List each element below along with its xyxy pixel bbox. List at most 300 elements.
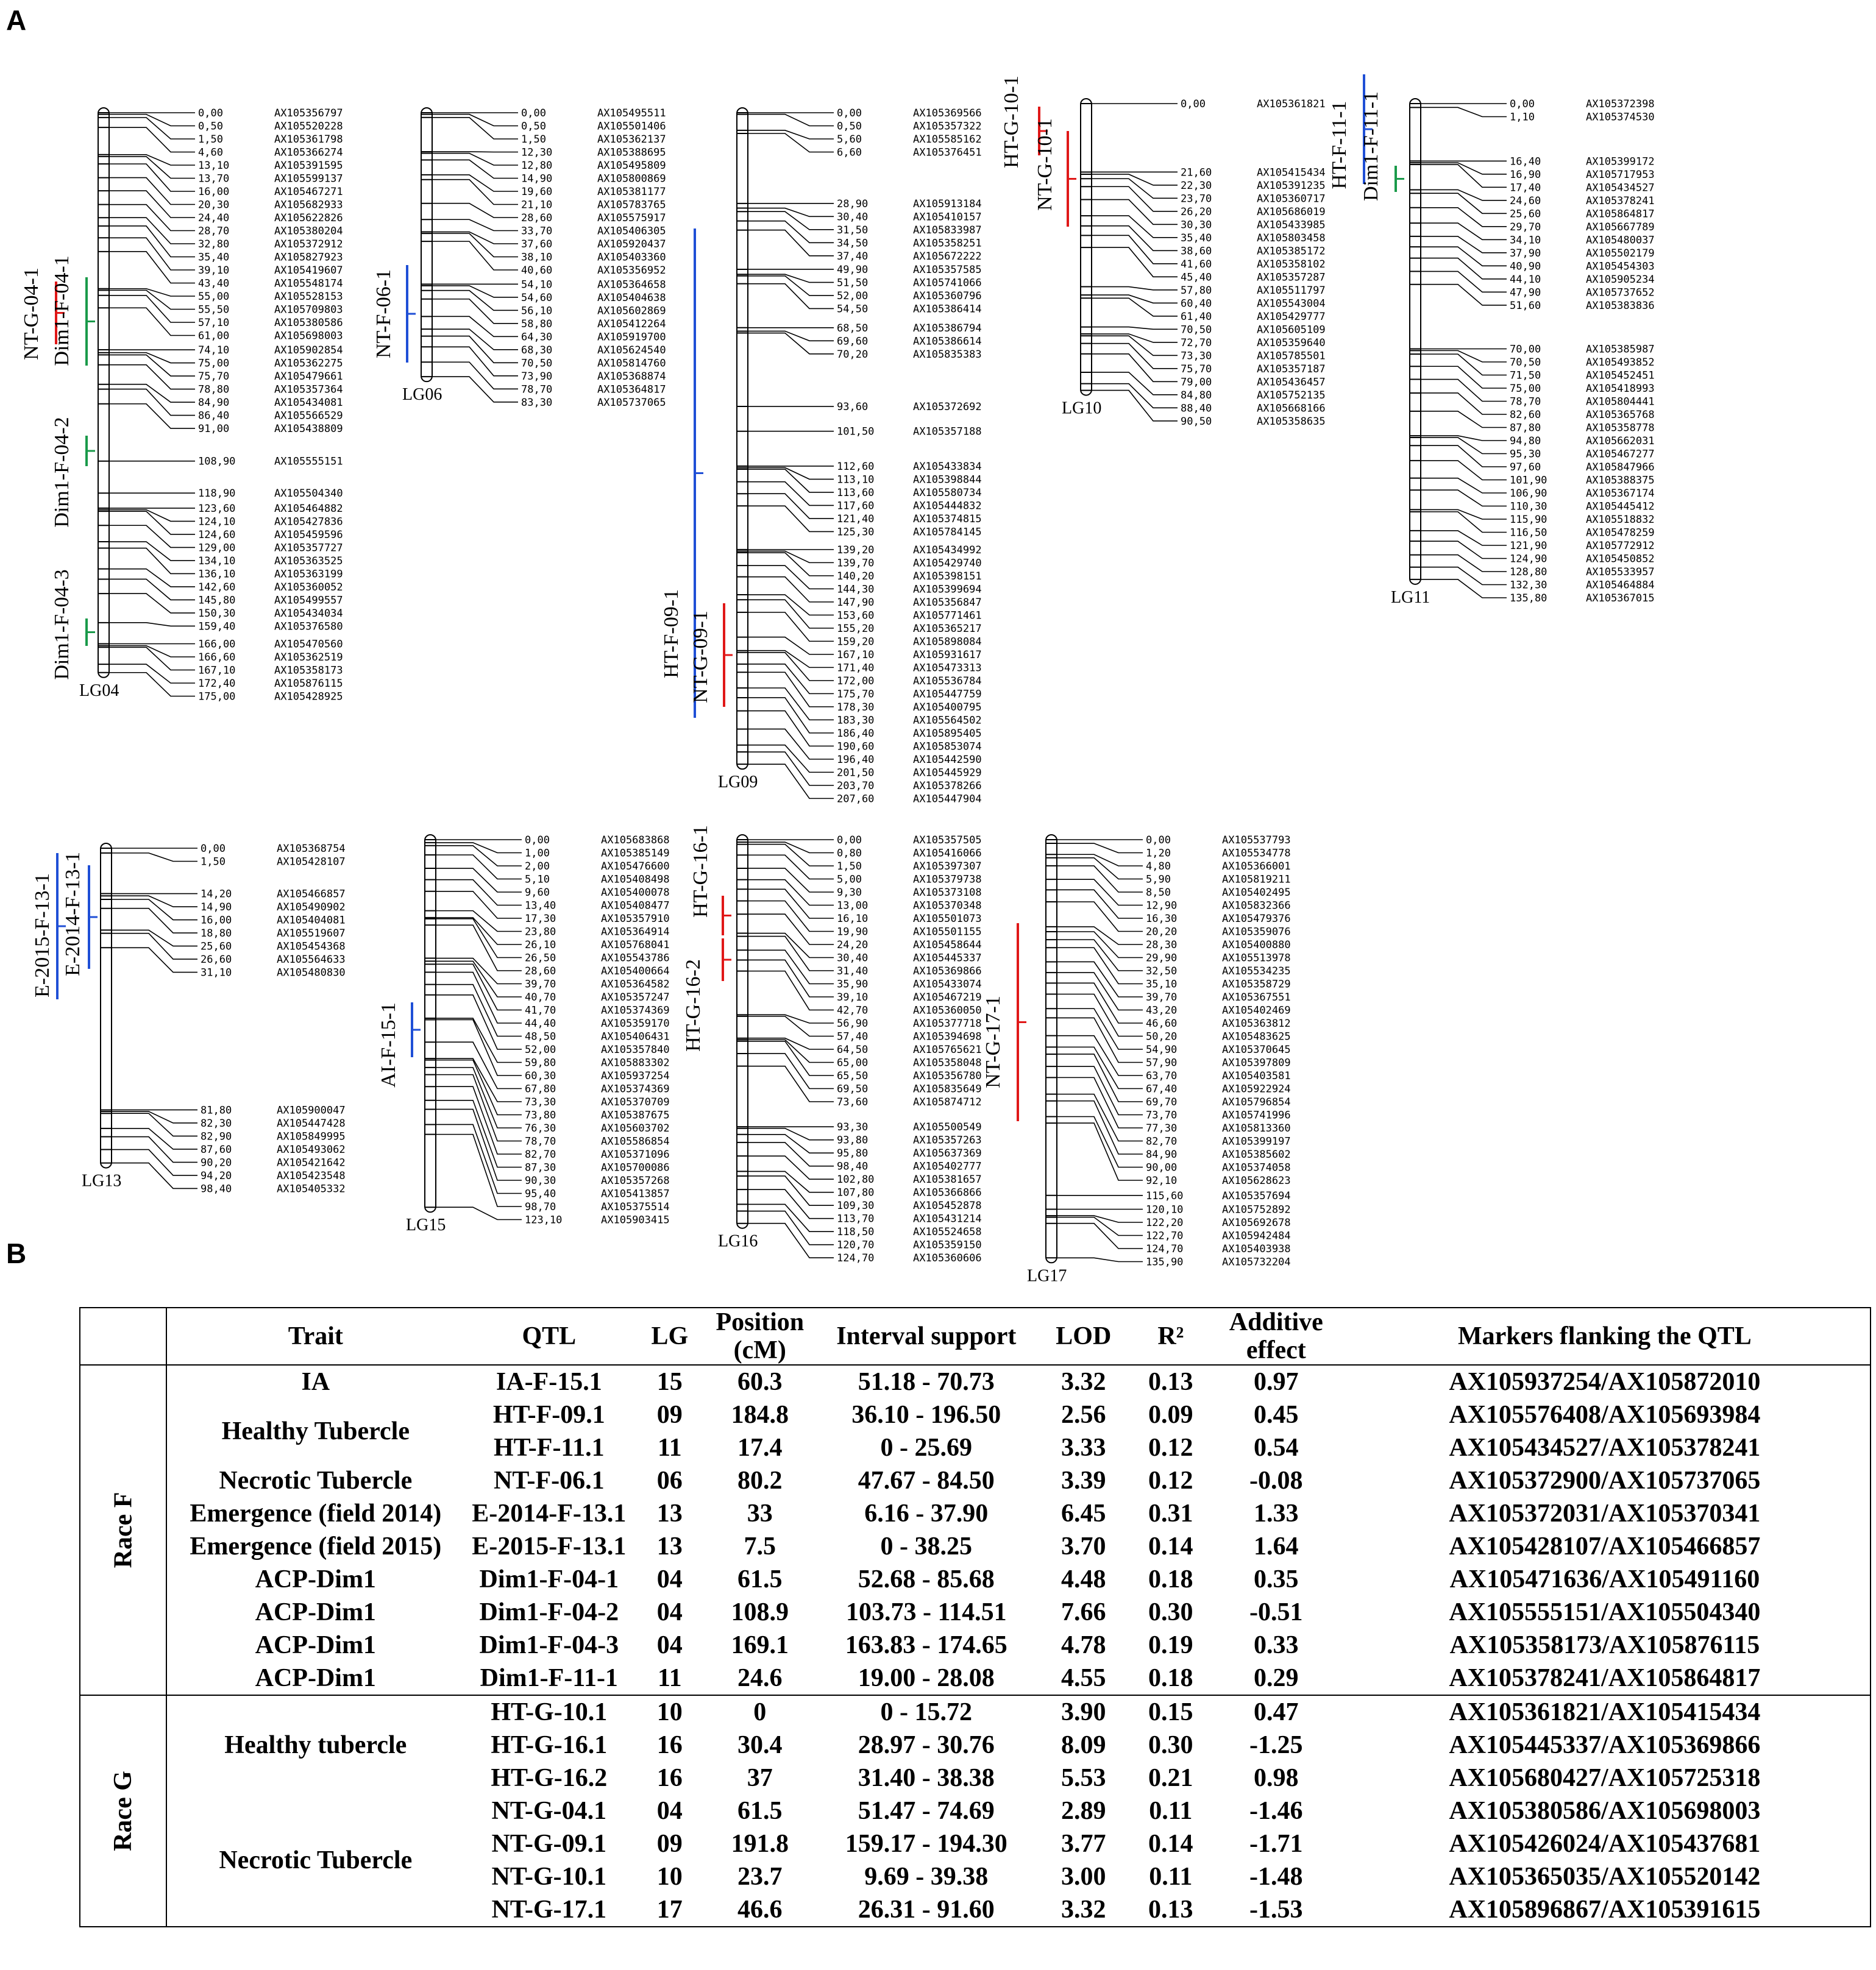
lg06-connector: [432, 115, 518, 126]
lg09-connector: [748, 600, 834, 628]
lg15-connector: [436, 1018, 522, 1062]
lg15-marker-label: AX105413857: [601, 1188, 670, 1200]
lg17-position-label: 73,70: [1146, 1109, 1178, 1122]
lg15-position-label: 123,10: [525, 1214, 563, 1227]
lg16-connector: [748, 842, 834, 852]
lg06-connector: [432, 291, 518, 311]
lg09-marker-label: AX105357188: [913, 425, 982, 438]
lg09-position-label: 139,20: [837, 544, 875, 556]
table-row: [80, 1563, 1871, 1596]
lg04-position-label: 84,90: [198, 397, 230, 409]
lg16-position-label: 35,90: [837, 978, 869, 991]
lg17-marker-label: AX105385602: [1222, 1149, 1291, 1161]
cell-lg: 09: [656, 1830, 683, 1858]
lg17-position-label: 43,20: [1146, 1004, 1178, 1017]
lg17-connector: [1057, 983, 1143, 1023]
lg06-position-label: 40,60: [521, 264, 553, 277]
cell-qtl: HT-G-16.1: [491, 1731, 608, 1759]
lg04-marker-label: AX105434034: [274, 607, 343, 620]
lg17-marker-label: AX105832366: [1222, 899, 1291, 912]
lg16-marker-label: AX105501073: [913, 913, 982, 925]
lg16-position-label: 1,50: [837, 860, 862, 873]
lg13-position-label: 0,00: [201, 843, 226, 855]
lg09-position-label: 31,50: [837, 224, 869, 236]
lg16-connector: [748, 1224, 834, 1258]
lg15-connector: [436, 1135, 522, 1206]
lg17-marker-label: AX105922924: [1222, 1083, 1291, 1096]
lg16-position-label: 57,40: [837, 1030, 869, 1043]
lg11-connector: [1421, 461, 1507, 480]
lg04-marker-label: AX105827923: [274, 251, 343, 264]
cell-r2: 0.12: [1148, 1467, 1193, 1495]
cell-lod: 3.39: [1061, 1467, 1106, 1495]
race-header: [80, 1308, 166, 1365]
lg09-position-label: 69,60: [837, 335, 869, 348]
lg15-position-label: 1,00: [525, 847, 550, 860]
lg16-position-label: 56,90: [837, 1018, 869, 1030]
lg04-marker-label: AX105438809: [274, 423, 343, 436]
lg16-marker-label: AX105524658: [913, 1226, 982, 1239]
lg04-marker-label: AX105380586: [274, 317, 343, 329]
lg17-marker-label: AX105366001: [1222, 860, 1291, 873]
lg04-position-label: 32,80: [198, 238, 230, 250]
lg10-marker-label: AX105511797: [1257, 284, 1326, 297]
lg17-position-label: 8,50: [1146, 887, 1171, 899]
lg17-position-label: 35,10: [1146, 978, 1178, 991]
lg17-position-label: 5,90: [1146, 873, 1171, 886]
lg09-position-label: 51,50: [837, 277, 869, 289]
lg09-position-label: 139,70: [837, 557, 875, 570]
lg09-marker-label: AX105357585: [913, 263, 982, 276]
cell-lg: 04: [656, 1598, 683, 1626]
lg10-marker-label: AX105686019: [1257, 205, 1326, 218]
lg04-marker-label: AX105363199: [274, 568, 343, 581]
cell-pos: 108.9: [731, 1598, 789, 1626]
cell-add: -1.48: [1249, 1863, 1303, 1891]
lg04-marker-label: AX105682933: [274, 199, 343, 211]
lg11-position-label: 87,80: [1510, 422, 1541, 434]
lg06-position-label: 70,50: [521, 357, 553, 370]
lg04-marker-label: AX105528153: [274, 291, 343, 303]
table-header-row: [80, 1308, 1871, 1365]
lg13-chromosome: [101, 843, 112, 1168]
lg09-position-label: 101,50: [837, 425, 875, 438]
lg17-connector: [1057, 994, 1143, 1036]
cell-add: -1.53: [1249, 1896, 1303, 1924]
lg09-connector: [748, 469, 834, 492]
lg15-marker-label: AX105370709: [601, 1096, 670, 1108]
lg11-marker-label: AX105434527: [1586, 182, 1655, 194]
lg10-marker-label: AX105385172: [1257, 245, 1326, 258]
lg17-marker-label: AX105403938: [1222, 1243, 1291, 1256]
lg09-position-label: 113,60: [837, 486, 875, 499]
lg10-position-label: 38,60: [1181, 245, 1212, 258]
lg16-position-label: 118,50: [837, 1226, 875, 1239]
lg13-marker-label: AX105454368: [277, 940, 346, 953]
cell-qtl: NT-G-10.1: [491, 1863, 607, 1891]
header-interval: Interval support: [814, 1308, 1039, 1365]
lg09-position-label: 68,50: [837, 322, 869, 335]
lg16-chromosome: [737, 835, 748, 1228]
lg11-connector: [1421, 531, 1507, 545]
lg09-marker-label: AX105585162: [913, 133, 982, 146]
lg13-connector: [112, 948, 197, 972]
header-lg: LG: [634, 1308, 706, 1365]
lg09-position-label: 34,50: [837, 237, 869, 250]
lg11-marker-label: AX105464884: [1586, 579, 1655, 592]
lg17-position-label: 50,20: [1146, 1030, 1178, 1043]
cell-lg: 09: [656, 1401, 683, 1429]
lg17-marker-label: AX105692678: [1222, 1217, 1291, 1230]
lg11-position-label: 110,30: [1510, 500, 1547, 513]
lg13-connector: [112, 909, 197, 933]
lg09-marker-label: AX105833987: [913, 224, 982, 236]
lg04-position-label: 124,60: [198, 528, 236, 541]
lg13-position-label: 82,90: [201, 1130, 232, 1143]
lg16-marker-label: AX105381657: [913, 1174, 982, 1186]
lg04-marker-label: AX105363525: [274, 555, 343, 567]
lg09-connector: [748, 698, 834, 733]
lg09-marker-label: AX105378266: [913, 779, 982, 792]
cell-add: -1.25: [1249, 1731, 1303, 1759]
cell-trait: Necrotic Tubercle: [219, 1467, 413, 1495]
lg15-marker-label: AX105357268: [601, 1175, 670, 1187]
lg10-marker-label: AX105361821: [1257, 98, 1326, 110]
lg10-marker-label: AX105429777: [1257, 310, 1326, 323]
lg09-connector: [748, 221, 834, 243]
lg11-marker-label: AX105502179: [1586, 247, 1655, 260]
lg13-marker-label: AX105564633: [277, 954, 346, 966]
lg04-connector: [109, 290, 195, 309]
lg09-position-label: 159,20: [837, 636, 875, 648]
lg06-position-label: 33,70: [521, 225, 553, 238]
lg17-marker-label: AX105359076: [1222, 926, 1291, 938]
lg09-position-label: 186,40: [837, 727, 875, 740]
lg13-connector: [112, 896, 197, 907]
lg06-position-label: 83,30: [521, 396, 553, 409]
lg06-marker-label: AX105364658: [597, 278, 666, 291]
table-row: [80, 1629, 1871, 1662]
lg09-connector: [748, 745, 834, 773]
lg09-connector: [748, 333, 834, 354]
cell-r2: 0.15: [1129, 1695, 1213, 1729]
lg15-position-label: 41,70: [525, 1004, 556, 1017]
cell-add: -0.51: [1249, 1598, 1303, 1626]
lg09-position-label: 190,60: [837, 740, 875, 753]
lg15-marker-label: AX105768041: [601, 939, 670, 951]
lg04-connector: [109, 647, 195, 670]
lg04-position-label: 136,10: [198, 568, 236, 581]
lg04-connector: [109, 118, 195, 139]
lg09-connector: [748, 729, 834, 759]
lg09-position-label: 70,20: [837, 348, 869, 361]
lg09-position-label: 28,90: [837, 197, 869, 210]
lg11-connector: [1421, 436, 1507, 441]
lg09-marker-label: AX105386794: [913, 322, 982, 335]
cell-qtl: NT-F-06.1: [493, 1467, 605, 1495]
lg16-marker-label: AX105356780: [913, 1070, 982, 1082]
cell-r2: 0.31: [1148, 1500, 1193, 1528]
header-position-text: Position (cM): [716, 1308, 805, 1364]
lg16-connector: [748, 950, 834, 983]
lg04-marker-label: AX105548174: [274, 277, 343, 290]
lg17-position-label: 120,10: [1146, 1203, 1184, 1216]
lg17-marker-label: AX105752892: [1222, 1203, 1291, 1216]
header-lod: LOD: [1039, 1308, 1129, 1365]
lg09-marker-label: AX105445929: [913, 767, 982, 779]
lg04-connector: [109, 127, 195, 152]
lg04-marker-label: AX105464882: [274, 502, 343, 515]
lg11-marker-label: AX105383836: [1586, 299, 1655, 312]
lg09-marker-label: AX105931617: [913, 648, 982, 661]
lg09-position-label: 5,60: [837, 133, 862, 146]
cell-add: 0.45: [1254, 1401, 1299, 1429]
lg13-connector: [112, 853, 197, 862]
lg15-marker-label: AX105408498: [601, 873, 670, 886]
lg15-connector: [436, 1207, 522, 1219]
lg16-marker-label: AX105369866: [913, 965, 982, 977]
lg17-connector: [1057, 1047, 1143, 1088]
lg09-marker-label: AX105580734: [913, 486, 982, 499]
lg15-position-label: 9,60: [525, 887, 550, 899]
panel-b-label: B: [6, 1238, 27, 1269]
cell-trait: ACP-Dim1: [255, 1565, 376, 1593]
lg04-marker-label: AX105428925: [274, 690, 343, 703]
lg10-connector: [1092, 327, 1178, 330]
cell-interval: 163.83 - 174.65: [845, 1631, 1007, 1659]
lg10-marker-label: AX105752135: [1257, 389, 1326, 402]
lg16-position-label: 64,50: [837, 1044, 869, 1056]
lg04-marker-label: AX105380204: [274, 225, 343, 238]
qtl-ai-f-15-1-label: AI-F-15-1: [377, 1002, 400, 1088]
lg17-marker-label: AX105513978: [1222, 952, 1291, 965]
lg06-marker-label: AX105412264: [597, 317, 666, 330]
lg06-connector: [432, 154, 518, 165]
lg11-position-label: 132,30: [1510, 579, 1547, 592]
lg11-position-label: 0,00: [1510, 98, 1535, 110]
lg04-position-label: 75,70: [198, 370, 230, 383]
lg15-position-label: 67,80: [525, 1083, 556, 1096]
lg11-connector: [1421, 165, 1507, 187]
lg09-position-label: 178,30: [837, 701, 875, 714]
lg04-position-label: 150,30: [198, 607, 236, 620]
lg17-connector: [1057, 843, 1143, 852]
cell-lod: 3.77: [1061, 1830, 1106, 1858]
lg11-position-label: 51,60: [1510, 299, 1541, 312]
lg16-connector: [748, 1041, 834, 1075]
cell-trait: Emergence (field 2015): [190, 1532, 442, 1561]
qtl-nt-g-10-1-label: NT-G-10-1: [1034, 118, 1056, 211]
cell-lg: 13: [656, 1532, 683, 1561]
lg10-marker-label: AX105543004: [1257, 297, 1326, 310]
lg16-position-label: 93,80: [837, 1134, 869, 1147]
lg13-marker-label: AX105900047: [277, 1104, 346, 1117]
lg13-name: LG13: [82, 1171, 122, 1191]
lg15-marker-label: AX105586854: [601, 1135, 670, 1148]
lg15-position-label: 48,50: [525, 1030, 556, 1043]
lg11-position-label: 40,90: [1510, 260, 1541, 273]
lg11-position-label: 29,70: [1510, 221, 1541, 233]
lg04-position-label: 159,40: [198, 620, 236, 633]
lg10-position-label: 35,40: [1181, 232, 1212, 244]
lg04-position-label: 61,00: [198, 330, 230, 342]
lg09-connector: [748, 764, 834, 798]
lg11-marker-label: AX105367015: [1586, 592, 1655, 604]
cell-qtl: HT-F-09.1: [492, 1401, 605, 1429]
lg16-position-label: 5,00: [837, 873, 862, 886]
lg17-marker-label: AX105628623: [1222, 1175, 1291, 1187]
lg11-marker-label: AX105864817: [1586, 208, 1655, 221]
cell-r2: 0.18: [1148, 1664, 1193, 1692]
lg09-position-label: 167,10: [837, 648, 875, 661]
lg11-position-label: 94,80: [1510, 435, 1541, 447]
cell-markers: AX105680427/AX105725318: [1449, 1764, 1761, 1792]
lg04-marker-label: AX105599137: [274, 172, 343, 185]
lg17-position-label: 1,20: [1146, 847, 1171, 860]
cell-qtl: HT-G-10.1: [464, 1695, 634, 1729]
lg09-connector: [748, 284, 834, 309]
lg09-marker-label: AX105429740: [913, 557, 982, 570]
lg17-position-label: 124,70: [1146, 1243, 1184, 1256]
cell-r2: 0.30: [1148, 1731, 1193, 1759]
lg13-marker-label: AX105490902: [277, 901, 346, 914]
cell-r2: 0.18: [1148, 1565, 1193, 1593]
cell-interval: 28.97 - 30.76: [858, 1731, 995, 1759]
lg11-connector: [1421, 285, 1507, 305]
cell-trait: IA: [301, 1368, 330, 1396]
lg13-connector: [112, 899, 197, 920]
lg06-marker-label: AX105404638: [597, 291, 666, 304]
lg11-marker-label: AX105772912: [1586, 540, 1655, 552]
lg09-marker-label: AX105442590: [913, 753, 982, 766]
lg10-connector: [1092, 186, 1178, 211]
lg09-marker-label: AX105898084: [913, 636, 982, 648]
cell-lod: 3.00: [1061, 1863, 1106, 1891]
lg06-position-label: 54,10: [521, 278, 553, 291]
lg11-position-label: 1,10: [1510, 111, 1535, 124]
lg15-marker-label: AX105364914: [601, 926, 670, 938]
lg16-position-label: 16,10: [837, 913, 869, 925]
lg04-position-label: 175,00: [198, 690, 236, 703]
lg15-connector: [436, 1075, 522, 1141]
lg16-connector: [748, 1040, 834, 1062]
cell-interval: 6.16 - 37.90: [864, 1500, 989, 1528]
cell-pos: 61.5: [737, 1565, 783, 1593]
lg04-position-label: 145,80: [198, 594, 236, 607]
cell-pos: 7.5: [744, 1532, 776, 1561]
lg13-position-label: 87,60: [201, 1143, 232, 1156]
lg04-connector: [109, 579, 195, 600]
lg16-position-label: 69,50: [837, 1083, 869, 1096]
cell-lod: 4.55: [1061, 1664, 1106, 1692]
lg13-marker-label: AX105404081: [277, 914, 346, 927]
lg16-marker-label: AX105360606: [913, 1252, 982, 1265]
lg09-position-label: 0,50: [837, 120, 862, 133]
lg16-position-label: 113,70: [837, 1213, 875, 1225]
lg09-marker-label: AX105400795: [913, 701, 982, 714]
lg06-position-label: 21,10: [521, 199, 553, 211]
cell-pos: 33: [747, 1500, 773, 1528]
lg16-position-label: 65,00: [837, 1057, 869, 1069]
lg09-position-label: 121,40: [837, 512, 875, 525]
lg15-position-label: 73,80: [525, 1109, 556, 1122]
lg16-position-label: 124,70: [837, 1252, 875, 1265]
lg11-position-label: 71,50: [1510, 369, 1541, 382]
lg04-marker-label: AX105555151: [274, 455, 343, 468]
lg15-marker-label: AX105371096: [601, 1149, 670, 1161]
lg15-position-label: 52,00: [525, 1044, 556, 1056]
lg09-marker-label: AX105784145: [913, 526, 982, 539]
lg06-position-label: 68,30: [521, 344, 553, 356]
lg15-position-label: 40,70: [525, 991, 556, 1004]
lg11-marker-label: AX105418993: [1586, 383, 1655, 395]
lg09-position-label: 54,50: [837, 303, 869, 316]
lg06-connector: [432, 233, 518, 257]
cell-qtl: NT-G-17.1: [491, 1896, 607, 1924]
lg15-position-label: 5,10: [525, 873, 550, 886]
lg11-position-label: 116,50: [1510, 526, 1547, 539]
lg04-marker-label: AX105434081: [274, 397, 343, 409]
lg09-connector: [748, 276, 834, 296]
lg04-connector: [109, 673, 195, 696]
lg16-position-label: 73,60: [837, 1096, 869, 1108]
lg11-marker-label: AX105467277: [1586, 448, 1655, 461]
lg06-position-label: 1,50: [521, 133, 546, 146]
lg17-chromosome: [1046, 835, 1057, 1263]
lg15-position-label: 26,50: [525, 952, 556, 965]
cell-markers: AX105372031/AX105370341: [1449, 1500, 1761, 1528]
lg11-name: LG11: [1391, 587, 1430, 607]
lg06-marker-label: AX105501406: [597, 120, 666, 133]
lg09-position-label: 203,70: [837, 779, 875, 792]
lg17-marker-label: AX105363812: [1222, 1018, 1291, 1030]
lg17-position-label: 67,40: [1146, 1083, 1178, 1096]
race-g-label: Race G: [108, 1771, 137, 1851]
lg11-marker-label: AX105378241: [1586, 194, 1655, 207]
lg15-connector: [436, 855, 522, 879]
lg10-position-label: 21,60: [1181, 166, 1212, 179]
lg06-chromosome: [421, 108, 432, 381]
lg16-position-label: 65,50: [837, 1070, 869, 1082]
cell-markers: AX105365035/AX105520142: [1449, 1863, 1761, 1891]
lg16-connector: [748, 1054, 834, 1089]
cell-markers: AX105380586/AX105698003: [1449, 1797, 1761, 1825]
lg09-marker-label: AX105433834: [913, 460, 982, 473]
lg11-connector: [1421, 193, 1507, 213]
lg11-position-label: 115,90: [1510, 514, 1547, 526]
lg10-marker-label: AX105357187: [1257, 363, 1326, 375]
lg16-position-label: 93,30: [837, 1121, 869, 1134]
lg06-marker-label: AX105575917: [597, 212, 666, 224]
lg09-marker-label: AX105365217: [913, 622, 982, 635]
lg17-marker-label: AX105483625: [1222, 1030, 1291, 1043]
lg16-marker-label: AX105765621: [913, 1044, 982, 1056]
lg11-position-label: 82,60: [1510, 409, 1541, 421]
lg17-marker-label: AX105819211: [1222, 873, 1291, 886]
lg04-marker-label: AX105360052: [274, 581, 343, 593]
table-row: [80, 1795, 1871, 1827]
qtl-nt-f-06-1-label: NT-F-06-1: [372, 269, 395, 359]
lg11-position-label: 24,60: [1510, 194, 1541, 207]
lg16-position-label: 42,70: [837, 1004, 869, 1017]
lg15-marker-label: AX105385149: [601, 847, 670, 860]
table-row: [80, 1464, 1871, 1497]
cell-interval: 52.68 - 85.68: [858, 1565, 995, 1593]
lg09-marker-label: AX105369566: [913, 107, 982, 119]
lg11-marker-label: AX105388375: [1586, 474, 1655, 487]
lg17-marker-label: AX105479376: [1222, 913, 1291, 925]
lg11-connector: [1421, 478, 1507, 493]
